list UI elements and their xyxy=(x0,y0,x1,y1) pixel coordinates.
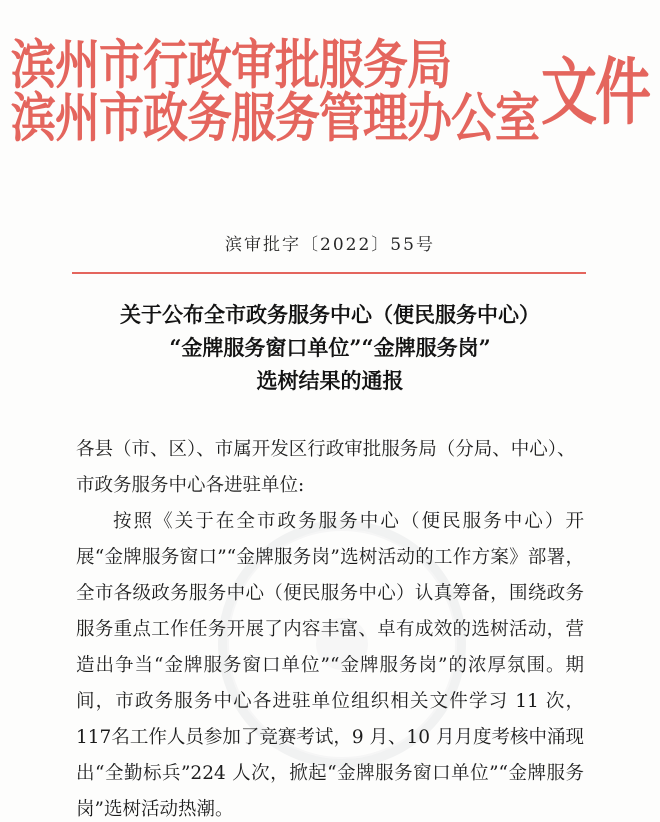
body-paragraph-1: 按照《关于在全市政务服务中心（便民服务中心）开展“金牌服务窗口”“金牌服务岗”选树活动的工作方案》部署，全市各级政务服务中心（便民服务中心）认真筹备，围绕政务服务重点工作任务开展了内容丰富、卓有成效的选树活动，营造出争当“金牌服务窗口单位”“金牌服务岗”的浓厚氛围。期间，市政务服务中心各进驻单位组织相关文件学习 11 次，117名工作人员参加了竞赛考试，9 月、10 月月度考核中涌现出“全勤标兵”224 人次，掀起“金牌服务窗口单位”“金牌服务岗”选树活动热潮。 xyxy=(76,511,584,820)
letterhead-document-word: 文件 xyxy=(541,50,649,137)
red-separator-rule xyxy=(72,272,586,274)
letterhead xyxy=(0,33,660,150)
addressee-line-2: 市政务服务中心各进驻单位: xyxy=(76,475,305,496)
addressee-line-1: 各县（市、区）、市属开发区行政审批服务局（分局、中心）、 xyxy=(76,439,576,460)
letterhead-agency-names xyxy=(10,33,539,150)
letterhead-line-2: 滨州市政务服务管理办公室 xyxy=(10,86,539,150)
title-line-2: “金牌服务窗口单位”“金牌服务岗” xyxy=(169,335,491,360)
letterhead-line-1: 滨州市行政审批服务局 xyxy=(10,33,451,96)
page-title xyxy=(60,298,600,397)
title-line-1: 关于公布全市政务服务中心（便民服务中心） xyxy=(120,302,540,327)
document-number: 滨审批字〔2022〕55号 xyxy=(225,235,435,255)
title-line-3: 选树结果的通报 xyxy=(256,368,404,393)
document-body xyxy=(76,432,584,822)
